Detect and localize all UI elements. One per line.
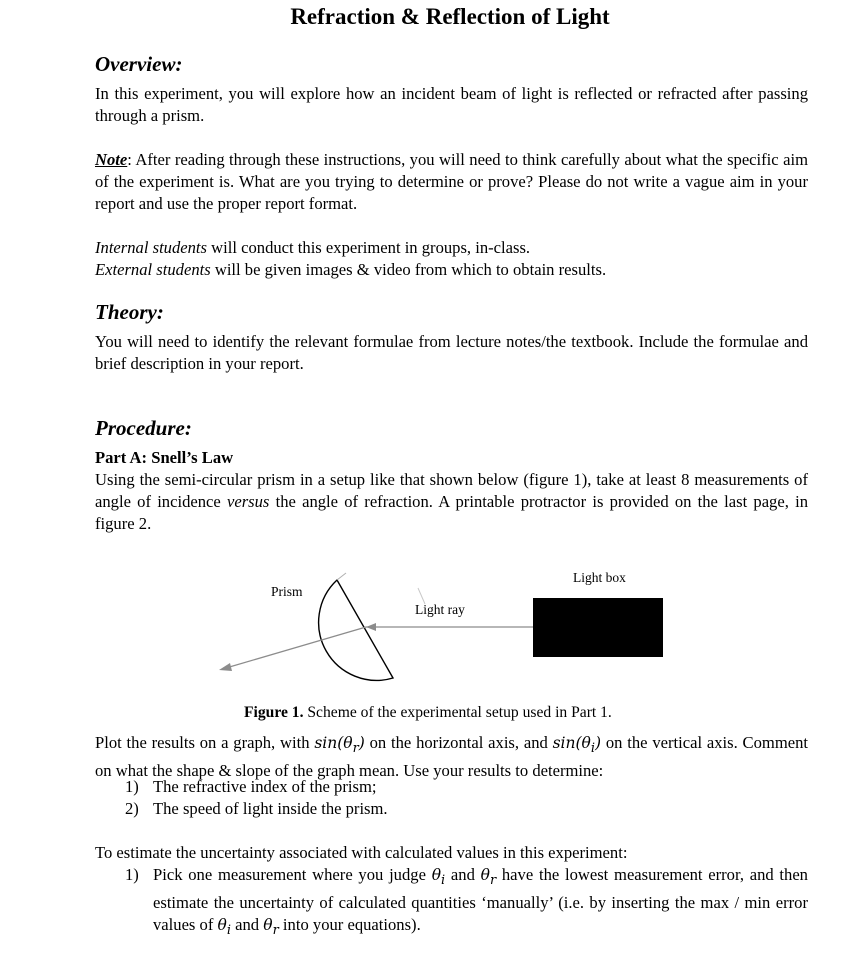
list-item-number: 2) <box>125 799 139 818</box>
theta-i <box>217 916 231 939</box>
uncertainty-text-b: have the lowest measurement error, and then estimate the uncertainty of calculated quantities ‘manually’ (i.e. by inserting the max / min error values of <box>153 865 808 935</box>
plot-text-2: on the horizontal axis, and <box>364 733 553 752</box>
note-text: : After reading through these instructions, you will need to think carefully about what the specific aim of the experiment is. What are you trying to determine or prove? Please do not write a vague aim in your report and use the proper report format. <box>95 150 808 213</box>
part-a-title: Part A: Snell’s Law <box>95 448 234 467</box>
sin-theta-i-close: ) <box>595 734 602 752</box>
part-a-versus: versus <box>226 492 270 511</box>
part-a-text-1: Using the semi-circular prism in a setup like that shown below (figure 1), take at least 8 measurements of angle of incidence <box>95 470 808 511</box>
figure-1-caption-text: Scheme of the experimental setup used in Part 1. <box>303 703 612 721</box>
theta-symbol: θ <box>217 916 227 935</box>
theory-heading: Theory: <box>95 300 164 324</box>
theta-subscript: i <box>226 923 231 939</box>
incident-ray-arrowhead <box>366 623 376 631</box>
and-text: and <box>445 865 481 884</box>
overview-paragraph: In this experiment, you will explore how an incident beam of light is reflected or refracted after passing through a prism. <box>95 84 808 125</box>
external-students-line <box>95 259 808 281</box>
uncertainty-text-a: Pick one measurement where you judge <box>153 865 432 884</box>
refracted-ray-arrowhead <box>219 663 232 671</box>
uncertainty-intro: To estimate the uncertainty associated with calculated values in this experiment: <box>95 843 628 862</box>
figure-1-caption <box>244 704 612 722</box>
light-box-label: Light box <box>573 570 626 585</box>
sin-theta-i-base: sin(θ <box>552 734 591 752</box>
sin-theta-i <box>552 734 602 757</box>
list-item-number: 1) <box>125 777 139 796</box>
sin-theta-r-base: sin(θ <box>314 734 353 752</box>
theta-subscript: r <box>272 923 279 939</box>
theta-symbol: θ <box>263 916 273 935</box>
and-text: and <box>231 915 264 935</box>
plot-paragraph <box>95 732 808 782</box>
note-paragraph <box>95 149 808 215</box>
overview-heading: Overview: <box>95 52 183 76</box>
document-title: Refraction & Reflection of Light <box>290 4 610 29</box>
theta-r <box>480 866 497 889</box>
figure-1-caption-label: Figure 1. <box>244 703 304 721</box>
figure-1-diagram <box>0 560 847 690</box>
internal-students-text: will conduct this experiment in groups, in-class. <box>207 238 531 257</box>
light-box <box>533 598 663 657</box>
list-item-text: The speed of light inside the prism. <box>153 799 388 818</box>
prism-guide-line-top <box>337 573 346 580</box>
internal-students-label: Internal students <box>95 238 207 257</box>
plot-text-1: Plot the results on a graph, with <box>95 733 315 752</box>
internal-students-line <box>95 237 808 259</box>
sin-theta-i-subscript: i <box>590 741 596 757</box>
theta-subscript: r <box>489 873 497 889</box>
sin-theta-r <box>314 734 365 757</box>
sin-theta-r-subscript: r <box>352 741 359 757</box>
external-students-text: will be given images & video from which to obtain results. <box>210 260 607 279</box>
plot-results-list <box>125 776 388 820</box>
theta-symbol: θ <box>431 866 442 884</box>
prism-label: Prism <box>271 584 303 599</box>
part-a-text-2: the angle of refraction. A printable protractor is provided on the last page, in figure 2. <box>95 492 808 533</box>
sin-theta-r-close: ) <box>358 734 365 752</box>
uncertainty-text-c: into your equations). <box>278 915 421 935</box>
theta-subscript: i <box>441 873 446 889</box>
theta-i <box>431 866 446 889</box>
list-item <box>125 798 388 820</box>
list-item-text: The refractive index of the prism; <box>153 777 377 796</box>
external-students-label: External students <box>95 260 211 279</box>
uncertainty-list <box>125 864 808 942</box>
light-ray-label: Light ray <box>415 602 465 617</box>
list-item-number: 1) <box>125 865 139 884</box>
note-label: Note <box>95 150 128 169</box>
list-item <box>125 776 388 798</box>
part-a-paragraph <box>95 469 808 535</box>
theta-r <box>263 916 279 939</box>
theory-paragraph: You will need to identify the relevant formulae from lecture notes/the textbook. Include the formulae and brief description in your report. <box>95 332 808 373</box>
procedure-heading: Procedure: <box>95 416 192 440</box>
plot-text-3: on the vertical axis. Comment on what the shape & slope of the graph mean. Use your results to determine: <box>95 733 809 781</box>
list-item <box>125 864 808 942</box>
theta-symbol: θ <box>480 866 490 884</box>
